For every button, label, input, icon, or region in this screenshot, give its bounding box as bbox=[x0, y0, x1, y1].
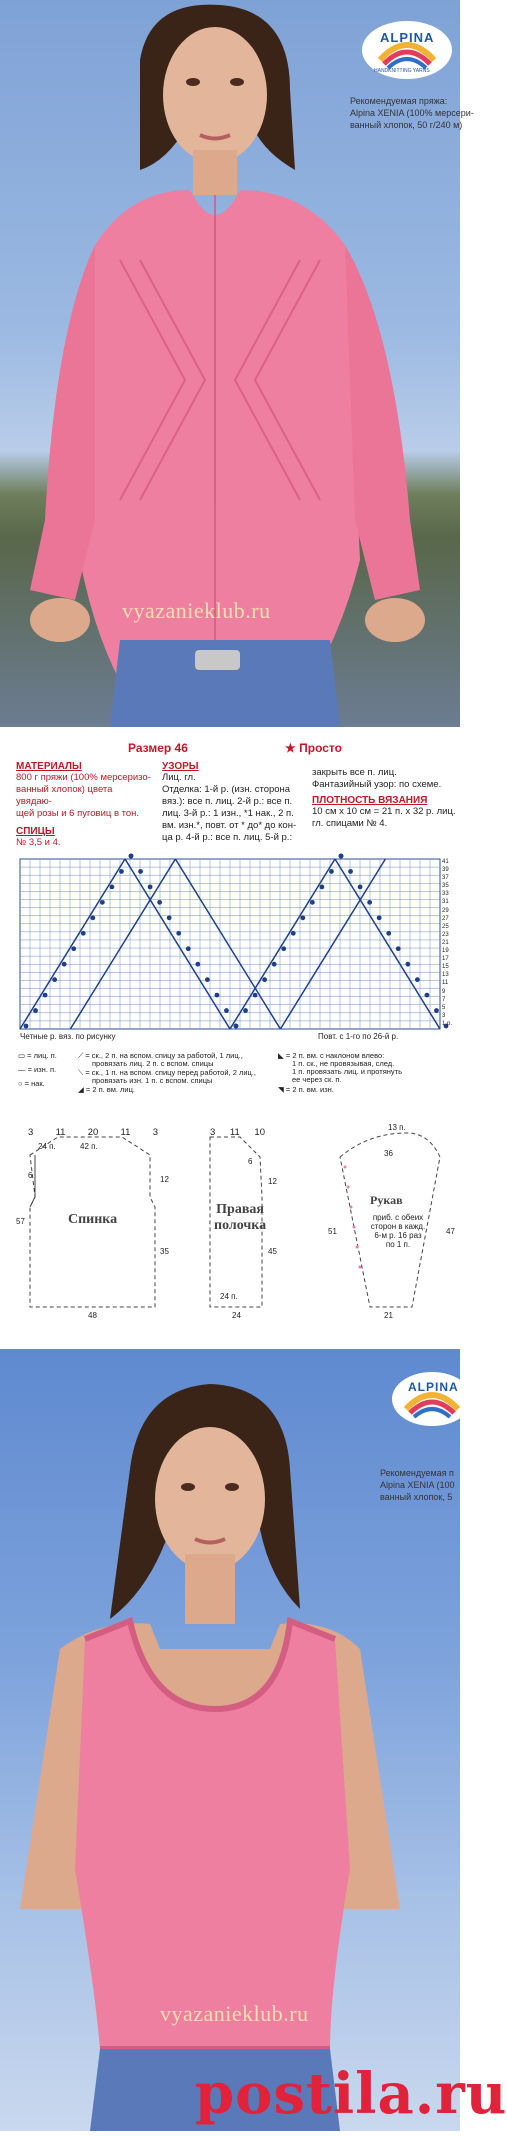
chart-row-number: 7 bbox=[442, 996, 446, 1003]
bottom-photo bbox=[0, 1349, 507, 2131]
chart-row-number: 33 bbox=[442, 891, 449, 898]
chart-row-number: 9 bbox=[442, 988, 446, 995]
chart-row-number: 39 bbox=[442, 867, 449, 874]
chart-yarn-over-mark bbox=[129, 854, 134, 859]
dim: 3 bbox=[152, 1127, 158, 1138]
chart-yarn-over-mark bbox=[234, 1024, 239, 1029]
chart-yarn-over-mark bbox=[33, 1008, 38, 1013]
legend-p2tog: ◥ = 2 п. вм. изн. bbox=[278, 1085, 334, 1094]
materials-line: 800 г пряжи (100% мерсеризо- bbox=[16, 772, 151, 783]
yarn-note-line: Alpina XENIA (100% мерсери- bbox=[350, 108, 474, 118]
chart-yarn-over-mark bbox=[434, 1008, 439, 1013]
legend-cable-front: ⟍ = ск., 1 п. на вспом. спицу перед работой, 2 лиц., bbox=[78, 1068, 256, 1077]
fancy-pattern-line: Фантазийный узор: по схеме. bbox=[312, 779, 442, 790]
chart-yarn-over-mark bbox=[100, 900, 105, 905]
chart-row-number: 27 bbox=[442, 915, 449, 922]
legend-cable-back-2: провязать лиц. 2 п. с вспом. спицы bbox=[92, 1059, 214, 1068]
dim: 3 bbox=[28, 1127, 34, 1138]
patterns-line: вяз.): все п. лиц. 2-й р.: все п. bbox=[162, 796, 293, 807]
chart-yarn-over-mark bbox=[243, 1008, 248, 1013]
chart-yarn-over-mark bbox=[157, 900, 162, 905]
patterns-line: вм. изн.*, повт. от * до* до кон- bbox=[162, 820, 297, 831]
chart-row-number: 3 bbox=[442, 1012, 446, 1019]
legend-ssk-4: ее через ск. п. bbox=[292, 1075, 342, 1084]
density-heading: ПЛОТНОСТЬ ВЯЗАНИЯ bbox=[312, 795, 428, 806]
chart-yarn-over-mark bbox=[43, 993, 48, 998]
sleeve-name: Рукав bbox=[370, 1193, 403, 1207]
chart-yarn-over-mark bbox=[291, 931, 296, 936]
chart-yarn-over-mark bbox=[300, 915, 305, 920]
chart-yarn-over-mark bbox=[224, 1008, 229, 1013]
chart-yarn-over-mark bbox=[367, 900, 372, 905]
yarn-recommendation-top bbox=[350, 95, 474, 131]
back-width-24: 24 п. bbox=[38, 1142, 56, 1151]
needles-heading: СПИЦЫ bbox=[16, 826, 55, 837]
sleeve-top-width: 36 bbox=[384, 1149, 393, 1158]
patterns-line: ца р. 4-й р.: все п. лиц. 5-й р.: bbox=[162, 832, 293, 843]
front-name-line: Правая bbox=[216, 1202, 264, 1217]
finish-line: закрыть все п. лиц. bbox=[312, 767, 397, 778]
front-name-line: полочка bbox=[214, 1218, 267, 1233]
chart-row-numbers bbox=[442, 859, 460, 1029]
chart-yarn-over-mark bbox=[176, 931, 181, 936]
chart-yarn-over-mark bbox=[425, 993, 430, 998]
watermark-top: vyazanieklub.ru bbox=[122, 598, 271, 623]
back-top-dims bbox=[28, 1127, 158, 1139]
dim: 10 bbox=[254, 1127, 265, 1138]
chart-yarn-over-mark bbox=[90, 915, 95, 920]
chart-yarn-over-mark bbox=[167, 915, 172, 920]
pattern-panel bbox=[0, 727, 460, 1349]
patterns-section bbox=[162, 761, 312, 844]
yarn-note-line: Рекомендуемая пряжа: bbox=[350, 96, 448, 106]
chart-yarn-over-mark bbox=[386, 931, 391, 936]
legend-cable-front-2: провязать изн. 1 п. с вспом. спицы bbox=[92, 1076, 213, 1085]
chart-yarn-over-mark bbox=[110, 885, 115, 890]
yarn-note-line: ванный хлопок, 50 г/240 м) bbox=[350, 120, 463, 130]
patterns-heading: УЗОРЫ bbox=[162, 761, 199, 772]
front-side-6: 6 bbox=[248, 1157, 253, 1166]
size-label: Размер 46 bbox=[128, 741, 188, 755]
chart-row-number: 35 bbox=[442, 883, 449, 890]
chart-yarn-over-mark bbox=[310, 900, 315, 905]
chart-yarn-over-mark bbox=[272, 962, 277, 967]
chart-yarn-over-mark bbox=[358, 885, 363, 890]
sleeve-bottom: 21 bbox=[384, 1311, 393, 1320]
alpina-logo-bottom bbox=[390, 1371, 470, 1434]
patterns-line: лиц. 3-й р.: 1 изн., *1 нак., 2 п. bbox=[162, 808, 294, 819]
chart-row-number: 13 bbox=[442, 972, 449, 979]
legend-cable-back: ⟋ = ск., 2 п. на вспом. спицу за работой, 1 лиц., bbox=[78, 1051, 243, 1060]
chart-yarn-over-mark bbox=[195, 962, 200, 967]
chart-row-number: 19 bbox=[442, 948, 449, 955]
chart-row-number: 15 bbox=[442, 964, 449, 971]
chart-yarn-over-mark bbox=[148, 885, 153, 890]
chart-yarn-over-mark bbox=[186, 946, 191, 951]
alpina-logo bbox=[360, 20, 454, 87]
chart-yarn-over-mark bbox=[81, 931, 86, 936]
dim: 11 bbox=[55, 1127, 66, 1138]
dim: 11 bbox=[120, 1127, 131, 1138]
patterns-line: Лиц. гл. bbox=[162, 772, 196, 783]
density-line: гл. спицами № 4. bbox=[312, 818, 388, 829]
back-side-6: 6 bbox=[28, 1171, 33, 1180]
legend-k2tog: ◢ = 2 п. вм. лиц. bbox=[78, 1085, 135, 1094]
sleeve-note bbox=[368, 1213, 428, 1249]
dim: 11 bbox=[229, 1127, 240, 1138]
difficulty bbox=[285, 741, 342, 755]
chart-yarn-over-mark bbox=[377, 915, 382, 920]
yarn-note-line: Рекомендуемая п bbox=[380, 1468, 454, 1478]
chart-row-number: 21 bbox=[442, 939, 449, 946]
chart-row-number: 29 bbox=[442, 907, 449, 914]
density-line: 10 см х 10 см = 21 п. х 32 р. лиц. bbox=[312, 806, 456, 817]
front-bottom: 24 bbox=[232, 1311, 241, 1320]
chart-yarn-over-mark bbox=[320, 885, 325, 890]
materials-line: ванный хлопок) цвета увядаю- bbox=[16, 784, 113, 807]
chart-yarn-over-mark bbox=[62, 962, 67, 967]
chart-yarn-over-mark bbox=[52, 977, 57, 982]
chart-row-number: 17 bbox=[442, 956, 449, 963]
legend-ssk: ◣ = 2 п. вм. с наклоном влево: bbox=[278, 1051, 385, 1060]
legend-yarn-over: ○ = нак. bbox=[18, 1079, 45, 1088]
difficulty-label: Просто bbox=[299, 741, 342, 755]
sleeve-side-47: 47 bbox=[446, 1227, 455, 1236]
chart-row-number: 37 bbox=[442, 875, 449, 882]
alpina-logo-sub: HANDKNITTING YARNS bbox=[374, 68, 430, 74]
legend-ssk-3: 1 п. провязать лиц. и протянуть bbox=[292, 1067, 402, 1076]
sleeve-note-line: 6-м р. 16 раз bbox=[374, 1231, 422, 1240]
chart-note-right: Повт. с 1-го по 26-й р. bbox=[318, 1032, 399, 1041]
back-side-57: 57 bbox=[16, 1217, 25, 1226]
chart-yarn-over-mark bbox=[71, 946, 76, 951]
back-bottom: 48 bbox=[88, 1311, 97, 1320]
star-icon: ★ bbox=[285, 741, 296, 755]
legend-knit: ▭ = лиц. п. bbox=[18, 1051, 57, 1060]
sleeve-side-51: 51 bbox=[328, 1227, 337, 1236]
back-side-12: 12 bbox=[160, 1175, 169, 1184]
chart-row-number: 41 bbox=[442, 859, 449, 865]
density-section bbox=[312, 767, 460, 830]
chart-yarn-over-mark bbox=[396, 946, 401, 951]
front-width: 24 п. bbox=[220, 1292, 238, 1301]
back-width-42: 42 п. bbox=[80, 1142, 98, 1151]
front-side-12: 12 bbox=[268, 1177, 277, 1186]
chart-yarn-over-mark bbox=[329, 869, 334, 874]
dim: 20 bbox=[87, 1127, 99, 1138]
top-photo bbox=[0, 0, 474, 727]
back-side-35: 35 bbox=[160, 1247, 169, 1256]
postila-watermark: postila.ru bbox=[195, 2061, 507, 2127]
front-top-dims bbox=[210, 1127, 265, 1139]
sleeve-note-line: приб. с обеих bbox=[372, 1213, 424, 1222]
front-name bbox=[214, 1202, 266, 1234]
chart-row-number: 31 bbox=[442, 899, 449, 906]
needles-text: № 3,5 и 4. bbox=[16, 837, 61, 848]
patterns-line: Отделка: 1-й р. (изн. сторона bbox=[162, 784, 291, 795]
sleeve-note-line: сторон в кажд. bbox=[370, 1222, 426, 1231]
chart-row-number: 11 bbox=[442, 980, 449, 987]
sleeve-note-line: по 1 п. bbox=[385, 1240, 411, 1249]
chart-yarn-over-mark bbox=[205, 977, 210, 982]
materials-heading: МАТЕРИАЛЫ bbox=[16, 761, 82, 772]
yarn-note-line: Alpina XENIA (100 bbox=[380, 1480, 455, 1490]
alpina-logo-text: ALPINA bbox=[380, 30, 435, 45]
chart-row-number: 23 bbox=[442, 931, 449, 938]
chart-yarn-over-mark bbox=[253, 993, 258, 998]
chart-yarn-over-mark bbox=[262, 977, 267, 982]
watermark-bottom: vyazanieklub.ru bbox=[160, 2001, 309, 2026]
chart-note-left: Четные р. вяз. по рисунку bbox=[20, 1032, 116, 1041]
sleeve-top: 13 п. bbox=[388, 1123, 406, 1132]
front-side-45: 45 bbox=[268, 1247, 277, 1256]
chart-yarn-over-mark bbox=[138, 869, 143, 874]
chart-row-number: 5 bbox=[442, 1004, 446, 1011]
chart-yarn-over-mark bbox=[339, 854, 344, 859]
knitting-chart bbox=[20, 859, 440, 1029]
back-name: Спинка bbox=[68, 1212, 118, 1227]
chart-yarn-over-mark bbox=[24, 1024, 29, 1029]
chart-row-number: 25 bbox=[442, 923, 449, 930]
chart-yarn-over-mark bbox=[348, 869, 353, 874]
yarn-recommendation-bottom bbox=[380, 1467, 460, 1503]
legend-ssk-2: 1 п. ск., не провязывая, след. bbox=[292, 1059, 395, 1068]
legend-purl: — = изн. п. bbox=[18, 1065, 57, 1074]
chart-yarn-over-mark bbox=[215, 993, 220, 998]
chart-yarn-over-mark bbox=[415, 977, 420, 982]
yarn-note-line: ванный хлопок, 5 bbox=[380, 1492, 453, 1502]
dim: 3 bbox=[210, 1127, 216, 1138]
chart-yarn-over-mark bbox=[281, 946, 286, 951]
chart-row-number: 1 р. bbox=[442, 1020, 453, 1027]
chart-yarn-over-mark bbox=[405, 962, 410, 967]
alpina-logo-text: ALPINA bbox=[408, 1380, 459, 1394]
materials-section bbox=[16, 761, 151, 849]
materials-line: щей розы и 6 пуговиц в тон. bbox=[16, 808, 140, 819]
chart-yarn-over-mark bbox=[119, 869, 124, 874]
